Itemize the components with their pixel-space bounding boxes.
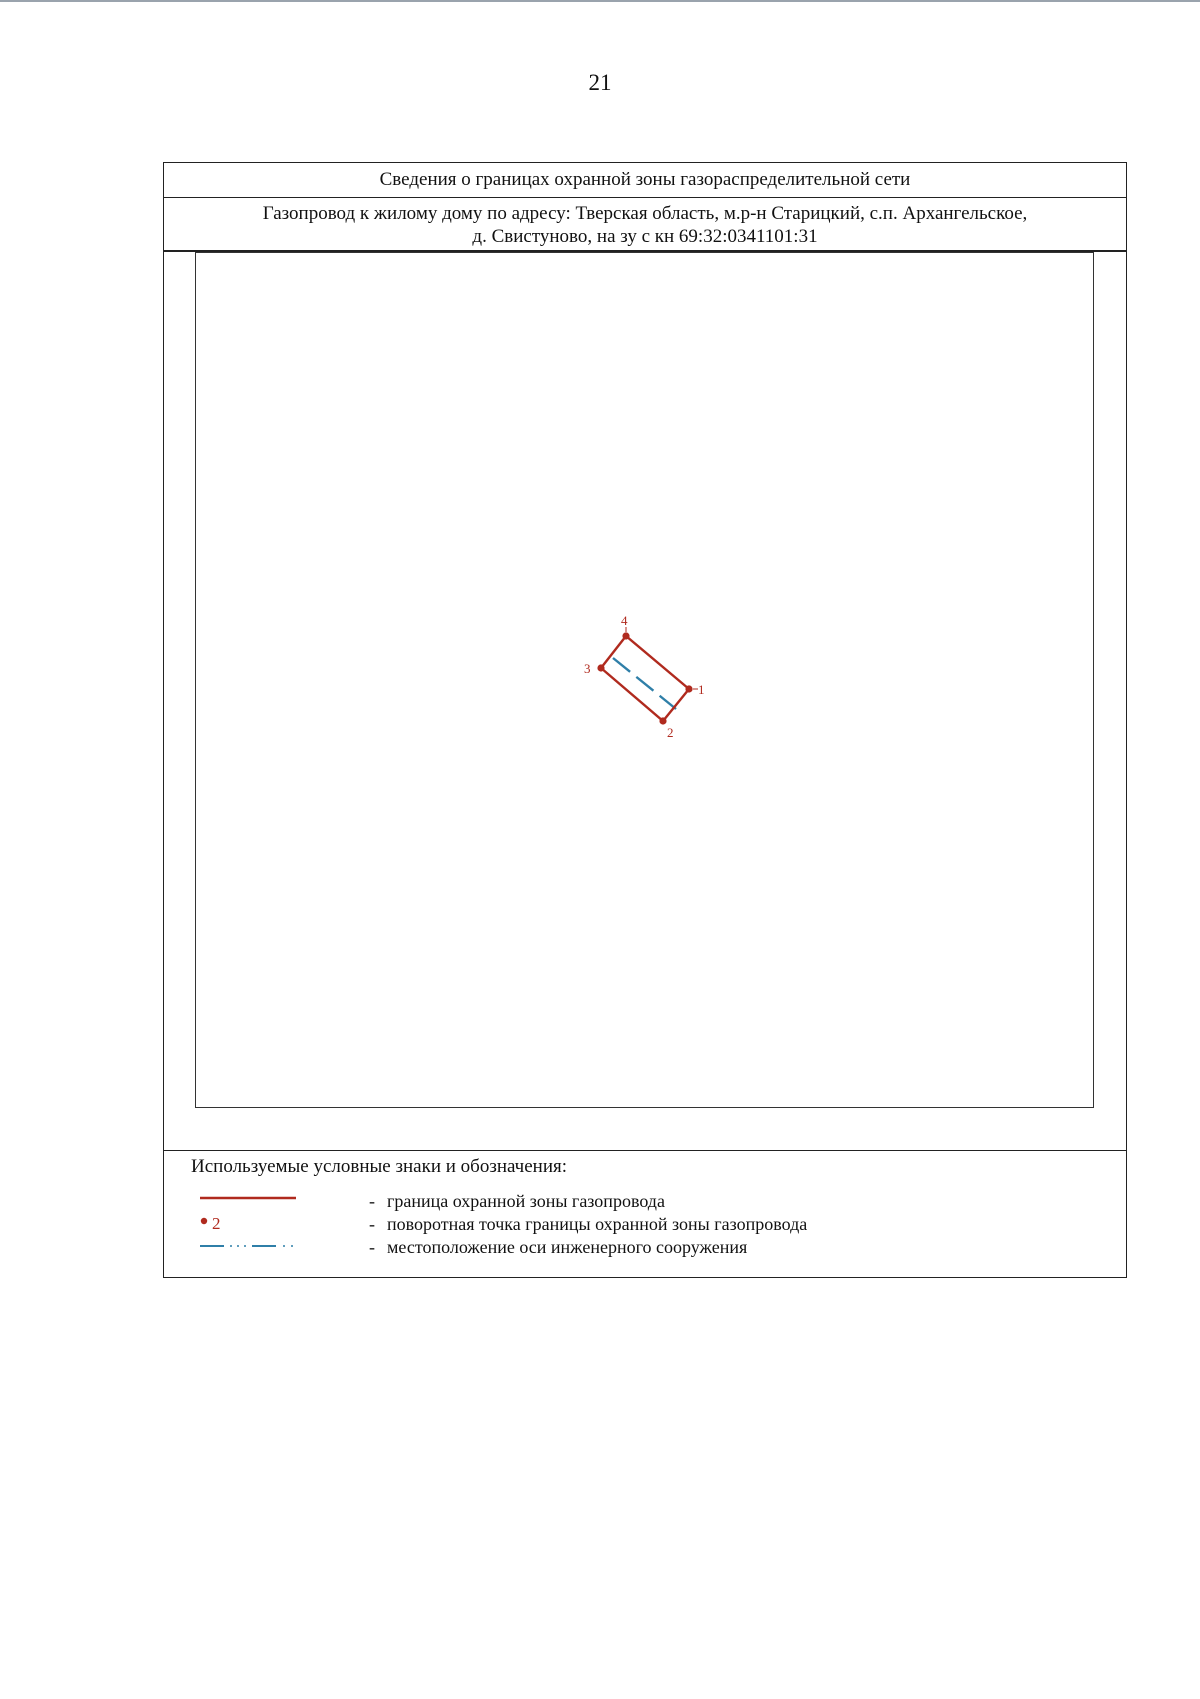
legend-dash: -	[369, 1237, 375, 1257]
document-frame	[163, 162, 1127, 1278]
page-title: Сведения о границах охранной зоны газораспределительной сети	[164, 163, 1126, 198]
legend-separator	[164, 1150, 1126, 1151]
page-number: 21	[588, 70, 612, 95]
turning-point-symbol	[200, 1213, 310, 1235]
turning-point-1	[685, 682, 704, 697]
legend-text: местоположение оси инженерного сооружения	[387, 1237, 748, 1257]
legend-dash: -	[369, 1191, 375, 1211]
map-canvas	[196, 253, 1095, 1109]
turning-point-label: 4	[621, 613, 628, 628]
axis-line-symbol	[200, 1236, 310, 1258]
object-address	[164, 198, 1126, 252]
turning-point-2	[659, 717, 673, 740]
turning-point-label: 2	[667, 725, 674, 740]
turning-point-symbol-label: 2	[212, 1214, 221, 1233]
legend-dash: -	[369, 1214, 375, 1234]
address-line-1: Газопровод к жилому дому по адресу: Тверская область, м.р-н Старицкий, с.п. Архангельское,	[262, 203, 1028, 224]
legend-item-boundary	[164, 1190, 1126, 1212]
legend-title: Используемые условные знаки и обозначения:	[191, 1156, 568, 1177]
legend-text: поворотная точка границы охранной зоны газопровода	[387, 1214, 808, 1234]
turning-point-label: 3	[584, 661, 591, 676]
turning-point-4	[621, 613, 630, 640]
address-line-2: д. Свистуново, на зу с кн 69:32:0341101:31	[472, 226, 818, 247]
turning-point-label: 1	[698, 682, 705, 697]
legend-text: граница охранной зоны газопровода	[387, 1191, 665, 1211]
turning-point-3	[584, 661, 605, 676]
legend-item-turning-point	[164, 1213, 1126, 1235]
legend-item-axis	[164, 1236, 1126, 1258]
scan-edge	[0, 0, 1200, 2]
boundary-line-symbol	[200, 1190, 310, 1212]
pipeline-axis-line	[613, 658, 676, 709]
map-panel	[195, 252, 1094, 1108]
